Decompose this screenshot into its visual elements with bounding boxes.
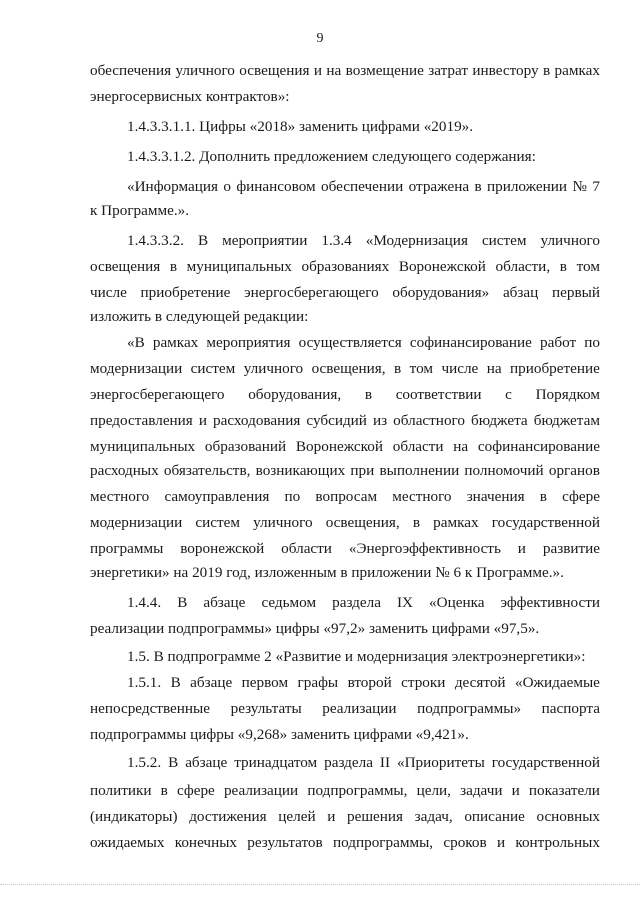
word: результатов: [247, 834, 323, 851]
text-line: 1.4.3.3.1.2. Дополнить предложением следующего содержания:: [127, 148, 536, 165]
word: том: [576, 258, 600, 275]
word: приложении: [487, 178, 568, 195]
word: Воронежской: [295, 438, 383, 455]
word: приобретение: [510, 360, 600, 377]
page-number: 9: [316, 31, 324, 46]
text-line: [127, 232, 600, 250]
word: программы: [90, 540, 164, 557]
word: уличного: [243, 360, 304, 377]
word: второй: [347, 674, 392, 691]
word: государственной: [491, 754, 600, 771]
word: муниципальных: [186, 258, 292, 275]
word: строки: [401, 674, 446, 691]
word: и: [327, 808, 336, 825]
word: в: [539, 488, 547, 505]
text-line: [90, 782, 600, 800]
word: освещения: [239, 62, 310, 79]
word: уличного: [540, 232, 600, 249]
text-line: [127, 674, 600, 692]
word: полномочий: [464, 462, 544, 479]
word: 1.5.1.: [127, 674, 162, 691]
word: сроков: [443, 834, 487, 851]
word: основных: [536, 808, 600, 825]
word: органов: [548, 462, 600, 479]
word: целей: [278, 808, 316, 825]
word: с: [505, 386, 512, 403]
word: В: [168, 754, 179, 771]
word: 1.3.4: [321, 232, 352, 249]
word: систем: [195, 514, 240, 531]
word: и: [198, 412, 207, 429]
word: числе: [90, 284, 127, 301]
word: систем: [190, 360, 236, 377]
text-line: [90, 284, 600, 302]
word: 1.4.3.3.2.: [127, 232, 184, 249]
word: инвестору: [472, 62, 539, 79]
word: контрольных: [515, 834, 600, 851]
word: и: [496, 834, 506, 851]
word: выполнении: [379, 462, 460, 479]
word: II: [379, 754, 391, 771]
word: показатели: [528, 782, 600, 799]
word: подпрограммы,: [332, 834, 434, 851]
word: бюджетам: [533, 412, 600, 429]
word: энергосберегающего: [90, 386, 225, 403]
word: местного: [392, 488, 452, 505]
word: развитие: [542, 540, 600, 557]
word: модернизации: [90, 514, 183, 531]
word: решения: [347, 808, 404, 825]
word: оборудования»: [392, 284, 490, 301]
word: в: [169, 258, 178, 275]
word: Воронежской: [398, 258, 486, 275]
word: «Оценка: [429, 594, 485, 611]
text-line: [127, 594, 600, 612]
word: на: [453, 438, 469, 455]
text-line: 1.4.3.3.1.1. Цифры «2018» заменить цифрами «2019».: [127, 118, 474, 135]
word: описание: [464, 808, 525, 825]
word: по: [284, 488, 301, 505]
text-line: [90, 514, 600, 532]
word: софинансирование: [409, 334, 532, 351]
word: сфере: [562, 488, 600, 505]
text-line: [127, 178, 600, 196]
word: о: [223, 178, 231, 195]
word: абзац: [502, 284, 539, 301]
word: затрат: [428, 62, 468, 79]
word: политики: [90, 782, 152, 799]
word: значения: [466, 488, 525, 505]
word: рамках: [152, 334, 199, 351]
word: муниципальных: [90, 438, 196, 455]
word: реализации: [223, 782, 299, 799]
text-line: [90, 834, 600, 852]
word: области,: [495, 258, 551, 275]
word: эффективности: [500, 594, 600, 611]
word: №: [572, 178, 587, 195]
word: паспорта: [541, 700, 600, 717]
word: абзаце: [203, 594, 246, 611]
text-line: [90, 540, 600, 558]
word: 7: [592, 178, 600, 195]
word: в: [559, 258, 567, 275]
word: финансовом: [236, 178, 316, 195]
word: «Приоритеты: [396, 754, 485, 771]
word: вопросам: [315, 488, 378, 505]
text-line: [90, 360, 600, 378]
word: областного: [393, 412, 465, 429]
word: расходных: [90, 462, 159, 479]
word: воронежской: [180, 540, 265, 557]
text-line: энергетики» на 2019 год, изложенным в приложении № 6 к Программе.».: [90, 564, 564, 581]
word: В: [177, 594, 188, 611]
word: сфере: [176, 782, 215, 799]
word: раздела: [324, 754, 373, 771]
word: оборудования,: [248, 386, 342, 403]
word: уличного: [175, 62, 235, 79]
word: области: [281, 540, 332, 557]
bottom-rule: [0, 884, 640, 885]
word: рамках: [433, 514, 479, 531]
text-line: [90, 462, 600, 480]
word: седьмом: [261, 594, 317, 611]
word: «Ожидаемые: [514, 674, 600, 691]
word: приобретение: [140, 284, 231, 301]
text-line: [90, 386, 600, 404]
word: IX: [396, 594, 414, 611]
word: образований: [204, 438, 287, 455]
word: десятой: [454, 674, 506, 691]
word: 1.4.4.: [127, 594, 162, 611]
word: в: [394, 360, 402, 377]
word: первый: [552, 284, 600, 301]
word: самоуправления: [164, 488, 270, 505]
word: цели,: [416, 782, 451, 799]
word: задачи: [460, 782, 503, 799]
word: бюджета: [471, 412, 528, 429]
word: подпрограммы,: [307, 782, 408, 799]
word: на: [326, 62, 342, 79]
word: отражена: [408, 178, 470, 195]
word: софинансирование: [477, 438, 600, 455]
word: и: [511, 782, 520, 799]
word: графы: [297, 674, 339, 691]
word: из: [372, 412, 388, 429]
word: Порядком: [535, 386, 600, 403]
text-line: [90, 258, 600, 276]
word: в: [160, 782, 168, 799]
word: В: [197, 232, 209, 249]
word: уличного: [253, 514, 313, 531]
word: по: [584, 334, 600, 351]
word: В: [170, 674, 181, 691]
word: обязательств,: [163, 462, 251, 479]
word: предоставления: [90, 412, 193, 429]
text-line: [90, 700, 600, 718]
word: при: [350, 462, 375, 479]
word: систем: [481, 232, 527, 249]
word: том: [409, 360, 433, 377]
word: на: [486, 360, 502, 377]
word: реализации: [322, 700, 397, 717]
word: подпрограммы»: [417, 700, 522, 717]
word: работ: [540, 334, 577, 351]
word: «Модернизация: [365, 232, 468, 249]
text-line: к Программе.».: [90, 202, 190, 219]
text-line: [90, 808, 600, 826]
word: «Энергоэффективность: [348, 540, 501, 557]
word: и: [313, 62, 323, 79]
word: ожидаемых: [90, 834, 165, 851]
text-line: подпрограммы цифры «9,268» заменить цифрами «9,421».: [90, 726, 469, 743]
word: и: [517, 540, 526, 557]
word: в: [542, 62, 551, 79]
word: «Информация: [127, 178, 218, 195]
word: конечных: [174, 834, 237, 851]
text-line: 1.5. В подпрограмме 2 «Развитие и модернизация электроэнергетики»:: [127, 648, 586, 665]
word: задач,: [414, 808, 453, 825]
word: (индикаторы): [90, 808, 178, 825]
word: освещения,: [325, 514, 400, 531]
word: обеспечения: [90, 62, 172, 79]
word: 1.5.2.: [127, 754, 162, 771]
word: области: [392, 438, 444, 455]
word: осуществляется: [298, 334, 402, 351]
word: государственной: [491, 514, 600, 531]
word: мероприятия: [206, 334, 291, 351]
text-line: [90, 438, 600, 456]
word: непосредственные: [90, 700, 210, 717]
text-line: [90, 62, 600, 80]
word: освещения: [90, 258, 161, 275]
text-line: [90, 412, 600, 430]
word: расходования: [213, 412, 301, 429]
word: обеспечении: [321, 178, 404, 195]
word: абзаце: [185, 754, 228, 771]
word: в: [412, 514, 421, 531]
word: модернизации: [90, 360, 183, 377]
word: возмещение: [345, 62, 424, 79]
word: образованиях: [301, 258, 390, 275]
word: соответствии: [395, 386, 482, 403]
word: результаты: [230, 700, 302, 717]
word: в: [474, 178, 482, 195]
text-line: [90, 488, 600, 506]
word: освещения,: [311, 360, 386, 377]
word: тринадцатом: [234, 754, 318, 771]
text-line: изложить в следующей редакции:: [90, 308, 309, 325]
word: энергосберегающего: [244, 284, 379, 301]
word: возникающих: [255, 462, 346, 479]
word: раздела: [332, 594, 381, 611]
text-line: [127, 334, 600, 352]
word: местного: [90, 488, 150, 505]
word: первом: [241, 674, 289, 691]
text-line: реализации подпрограммы» цифры «97,2» заменить цифрами «97,5».: [90, 620, 540, 637]
word: достижения: [189, 808, 267, 825]
text-line: энергосервисных контрактов»:: [90, 88, 290, 105]
word: мероприятии: [222, 232, 308, 249]
word: субсидий: [306, 412, 367, 429]
word: числе: [441, 360, 479, 377]
word: абзаце: [190, 674, 233, 691]
text-line: [127, 754, 600, 772]
word: «В: [127, 334, 145, 351]
word: рамках: [554, 62, 600, 79]
word: в: [364, 386, 373, 403]
